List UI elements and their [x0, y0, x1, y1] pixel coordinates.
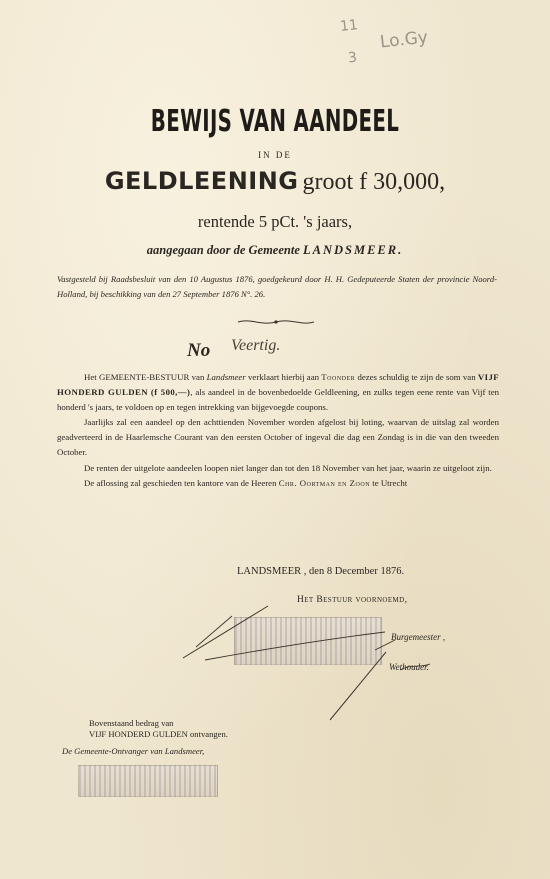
board-heading: Het Bestuur voornoemd, — [297, 595, 408, 605]
issuer-line — [0, 243, 550, 258]
certificate-title: BEWIJS VAN AANDEEL — [150, 104, 400, 139]
loan-heading — [0, 167, 550, 196]
signature-stamp-receiver — [78, 765, 218, 797]
pencil-note-1: 11 — [339, 17, 359, 35]
receipt-text — [89, 718, 228, 740]
place-date: LANDSMEER , den 8 December 1876. — [237, 566, 405, 577]
paragraph-redemption — [57, 476, 499, 491]
authorization-text: Vastgesteld bij Raadsbesluit van den 10 Augustus 1876, goedgekeurd door H. H. Gedeputeerde Staten der provincie Noord-Holland, bij beschikking van den 27 September 1876 N°. 26. — [57, 274, 497, 299]
p1-text-b: verklaart hierbij aan — [248, 372, 319, 382]
certificate-body — [57, 370, 499, 491]
certificate-number-handwritten: Veertig. — [231, 337, 281, 354]
p1-bearer: Toonder — [321, 372, 356, 382]
p1-text-c: dezes schuldig te zijn de som van — [357, 372, 476, 382]
signature-stamp-mayor — [234, 617, 382, 665]
pencil-note-3: Lo.Gy — [379, 27, 429, 53]
p1-amount-figure: (f 500,—) — [150, 387, 191, 398]
loan-word: GELDLEENING — [104, 167, 299, 195]
pencil-note-2: 3 — [347, 49, 358, 67]
receipt-line-2: VIJF HONDERD GULDEN ontvangen. — [89, 729, 228, 739]
mayor-label: Burgemeester , — [391, 632, 446, 642]
receiver-label: De Gemeente-Ontvanger van Landsmeer, — [62, 746, 205, 756]
p1-text-d: , als aandeel in de bovenbedoelde Geldleening, en zulks tegen eene rente van Vijf ten honderd 's jaars, te voldoen op en tegen intrekking van bijgevoegde coupons. — [57, 387, 499, 413]
receipt-line-1: Bovenstaand bedrag van — [89, 718, 174, 728]
p1-amount: VIJF HONDERD GULDEN — [57, 372, 500, 398]
p4-firm: Chr. Oortman en Zoon — [278, 477, 371, 488]
interest-line: rentende 5 pCt. 's jaars, — [197, 212, 353, 231]
paragraph-interest: De renten der uitgelote aandeelen loopen niet langer dan tot den 18 November van het jaar, waarin ze uitgeloot zijn. — [84, 462, 492, 473]
p1-text-a: Het GEMEENTE-BESTUUR van — [84, 372, 205, 382]
loan-amount: groot f 30,000, — [302, 169, 446, 195]
issuer-municipality: LANDSMEER. — [303, 243, 404, 257]
p1-place: Landsmeer — [206, 372, 246, 382]
paragraph-debt — [57, 370, 499, 415]
paragraph-lottery: Jaarlijks zal een aandeel op den achttienden November worden afgelost bij loting, waarvan de uitslag zal worden geadverteerd in de Haarlemsche Courant van den eersten October of ingeval die dag een Zondag is in die van den tweeden October. — [57, 417, 499, 458]
issuer-prefix: aangegaan door de Gemeente — [146, 243, 300, 257]
alderman-label: Wethouder. — [389, 662, 429, 672]
in-de-label: IN DE — [258, 150, 292, 160]
p4-text-a: De aflossing zal geschieden ten kantore van de Heeren — [84, 477, 277, 488]
p4-text-b: te Utrecht — [372, 477, 408, 488]
number-label: No — [187, 340, 211, 361]
ornament-divider — [236, 317, 316, 327]
